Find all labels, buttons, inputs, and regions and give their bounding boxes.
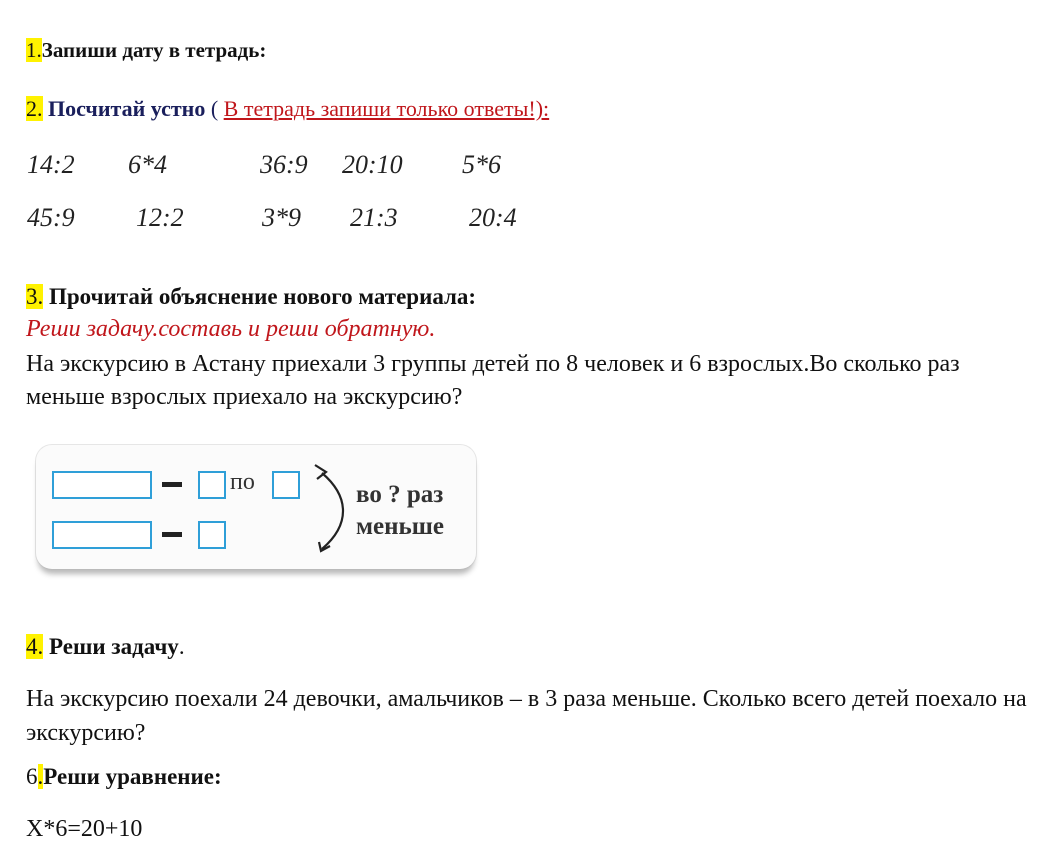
task-2-note: В тетрадь запиши только ответы!):: [223, 96, 550, 121]
answer-box-long: [52, 521, 152, 549]
scheme-po-label: по: [230, 469, 255, 495]
expression: 20:4: [469, 203, 517, 232]
task-2-paren: (: [205, 96, 224, 121]
expression: 12:2: [136, 203, 184, 232]
expression: 5*6: [462, 150, 501, 179]
task-4-dot: .: [178, 634, 185, 659]
expression: 6*4: [128, 150, 167, 179]
task-4-heading: [26, 634, 185, 660]
answer-box-small: [198, 521, 226, 549]
task-3-instruction: Реши задачу.составь и реши обратную.: [26, 316, 436, 342]
dash-mark: [162, 532, 182, 537]
expression: 14:2: [27, 150, 75, 179]
comparison-arrow-icon: [306, 461, 356, 559]
answer-box-small: [272, 471, 300, 499]
scheme-question-line-2: меньше: [356, 513, 444, 540]
expression: 45:9: [27, 203, 75, 232]
task-6-number: 6: [26, 764, 38, 789]
task-2-heading: [26, 96, 549, 122]
task-1-text: Запиши дату в тетрадь:: [41, 38, 267, 62]
scheme-question-line-1: во ? раз: [356, 481, 444, 508]
task-3-title: Прочитай объяснение нового материала:: [49, 284, 477, 309]
expression: 20:10: [342, 150, 403, 179]
answer-box-long: [52, 471, 152, 499]
task-6-heading: [26, 764, 222, 790]
task-6-dot: .: [37, 764, 44, 789]
task-2-title: Посчитай устно: [48, 96, 206, 121]
task-3-problem: На экскурсию в Астану приехали 3 группы детей по 8 человек и 6 взрослых.Во сколько раз меньше взрослых приехало на экскурсию?: [26, 351, 960, 410]
task-6-equation: X*6=20+10: [26, 816, 143, 842]
task-2-number: 2.: [26, 96, 43, 121]
task-3-number: 3.: [26, 284, 44, 309]
task-1-heading: [26, 38, 266, 63]
task-4-title: Реши задачу: [49, 634, 179, 659]
expression: 36:9: [260, 150, 308, 179]
task-4-number: 4.: [26, 634, 44, 659]
task-4-problem: На экскурсию поехали 24 девочки, амальчиков – в 3 раза меньше. Сколько всего детей поехало на экскурсию?: [26, 686, 1027, 746]
task-1-number: 1.: [26, 38, 42, 62]
expression: 21:3: [350, 203, 398, 232]
expression: 3*9: [262, 203, 301, 232]
problem-scheme: [36, 445, 476, 569]
answer-box-small: [198, 471, 226, 499]
dash-mark: [162, 482, 182, 487]
task-6-title: Реши уравнение:: [43, 764, 222, 789]
task-3-heading: [26, 284, 476, 310]
